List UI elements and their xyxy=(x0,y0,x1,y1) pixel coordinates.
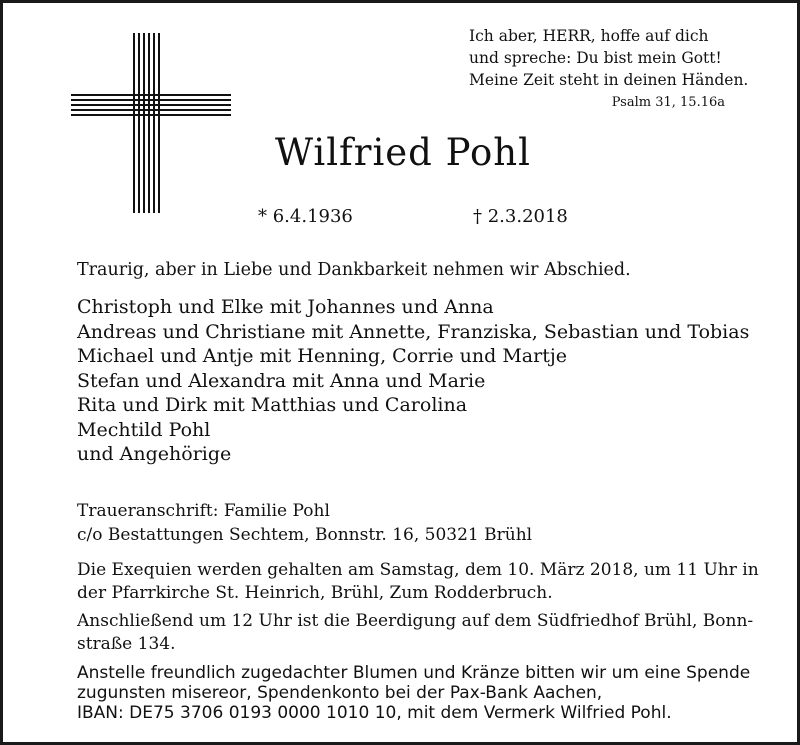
mourner-line: Christoph und Elke mit Johannes und Anna xyxy=(77,296,494,318)
verse-line: Ich aber, HERR, hoffe auf dich xyxy=(469,27,709,45)
exequies-line: der Pfarrkirche St. Heinrich, Brühl, Zum Rodderbruch. xyxy=(77,583,553,603)
burial-line: Anschließend um 12 Uhr ist die Beerdigung auf dem Südfriedhof Brühl, Bonn- xyxy=(77,611,754,631)
service-details xyxy=(77,559,777,656)
deceased-name: Wilfried Pohl xyxy=(275,131,531,174)
cross-icon xyxy=(71,33,231,213)
mourning-address xyxy=(77,499,532,547)
exequies-line: Die Exequien werden gehalten am Samstag, dem 10. März 2018, um 11 Uhr in xyxy=(77,560,759,580)
donation-line: Anstelle freundlich zugedachter Blumen und Kränze bitten wir um eine Spende xyxy=(77,663,751,683)
address-line: Traueranschrift: Familie Pohl xyxy=(77,501,330,521)
donation-line: zugunsten misereor, Spendenkonto bei der Pax-Bank Aachen, xyxy=(77,683,603,703)
scripture-verse xyxy=(469,25,769,113)
mourner-line: Rita und Dirk mit Matthias und Carolina xyxy=(77,394,468,416)
birth-date: * 6.4.1936 xyxy=(258,206,353,227)
mourner-line: Andreas und Christiane mit Annette, Franziska, Sebastian und Tobias xyxy=(77,320,750,343)
mourner-line: und Angehörige xyxy=(77,443,232,465)
verse-line: und spreche: Du bist mein Gott! xyxy=(469,49,722,67)
verse-reference: Psalm 31, 15.16a xyxy=(611,95,725,110)
donation-request xyxy=(77,663,750,723)
death-date: † 2.3.2018 xyxy=(473,206,568,227)
address-line: c/o Bestattungen Sechtem, Bonnstr. 16, 50321 Brühl xyxy=(77,525,533,545)
burial-line: straße 134. xyxy=(77,634,176,654)
intro-text: Traurig, aber in Liebe und Dankbarkeit nehmen wir Abschied. xyxy=(77,260,631,280)
mourner-line: Michael und Antje mit Henning, Corrie und Martje xyxy=(77,345,567,367)
verse-line: Meine Zeit steht in deinen Händen. xyxy=(469,71,749,89)
mourner-line: Stefan und Alexandra mit Anna und Marie xyxy=(77,369,486,392)
donation-line: IBAN: DE75 3706 0193 0000 1010 10, mit dem Vermerk Wilfried Pohl. xyxy=(77,703,672,723)
mourners-list xyxy=(77,295,749,467)
mourner-line: Mechtild Pohl xyxy=(77,418,211,441)
